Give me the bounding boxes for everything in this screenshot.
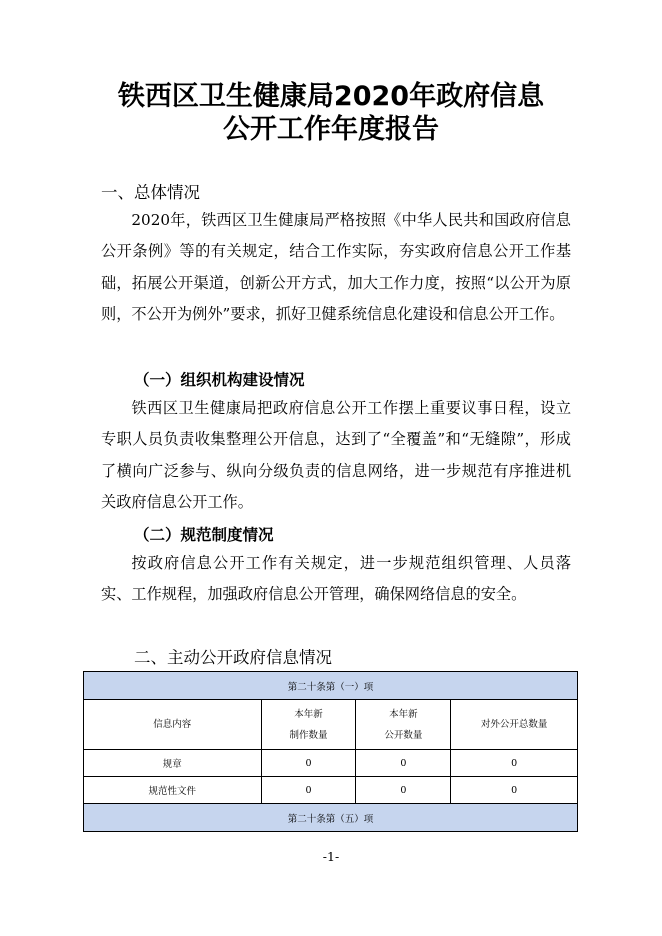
band-article-20-item-5: 第二十条第（五）项 xyxy=(84,804,578,832)
header-total-public-count: 对外公开总数量 xyxy=(451,700,578,750)
subsection-1-paragraph: 铁西区卫生健康局把政府信息公开工作摆上重要议事日程，设立专职人员负责收集整理公开信息，达到了“全覆盖”和“无缝隙”，形成了横向广泛参与、纵向分级负责的信息网络，进一步规范有序推进机关政府信息公开工作。 xyxy=(101,399,571,511)
header-new-public-count xyxy=(356,700,451,750)
row-total-count: 0 xyxy=(451,777,578,804)
header-new-made-line-2: 制作数量 xyxy=(289,729,328,741)
table-header-row xyxy=(84,700,578,750)
subsection-2-paragraph: 按政府信息公开工作有关规定，进一步规范组织管理、人员落实、工作规程，加强政府信息公开管理，确保网络信息的安全。 xyxy=(101,554,571,604)
subsection-1-heading: （一）组织机构建设情况 xyxy=(134,371,305,389)
section-2-heading: 二、主动公开政府信息情况 xyxy=(134,648,332,667)
table-row xyxy=(84,777,578,804)
row-label: 规范性文件 xyxy=(84,777,262,804)
header-new-public-line-1: 本年新 xyxy=(389,708,418,720)
row-made-count: 0 xyxy=(261,750,356,777)
section-1-intro-paragraph: 2020年，铁西区卫生健康局严格按照《中华人民共和国政府信息公开条例》等的有关规定，结合工作实际，夯实政府信息公开工作基础，拓展公开渠道，创新公开方式，加大工作力度，按照“以公开为原则，不公开为例外”要求，抓好卫健系统信息化建设和信息公开工作。 xyxy=(101,211,571,323)
subsection-2-heading: （二）规范制度情况 xyxy=(134,526,274,544)
row-label: 规章 xyxy=(84,750,262,777)
header-new-made-count xyxy=(261,700,356,750)
page-number: -1- xyxy=(322,849,340,864)
proactive-disclosure-table xyxy=(83,671,578,832)
header-info-content: 信息内容 xyxy=(84,700,262,750)
table-band-row xyxy=(84,804,578,832)
report-title-line-2: 公开工作年度报告 xyxy=(223,114,439,145)
row-total-count: 0 xyxy=(451,750,578,777)
table-band-row xyxy=(84,672,578,700)
row-published-count: 0 xyxy=(356,750,451,777)
table-row xyxy=(84,750,578,777)
header-new-public-line-2: 公开数量 xyxy=(384,729,423,741)
band-article-20-item-1: 第二十条第（一）项 xyxy=(84,672,578,700)
header-new-made-line-1: 本年新 xyxy=(294,708,323,720)
report-title-line-1: 铁西区卫生健康局2020年政府信息 xyxy=(117,81,545,112)
row-published-count: 0 xyxy=(356,777,451,804)
section-1-heading: 一、总体情况 xyxy=(101,183,200,202)
row-made-count: 0 xyxy=(261,777,356,804)
